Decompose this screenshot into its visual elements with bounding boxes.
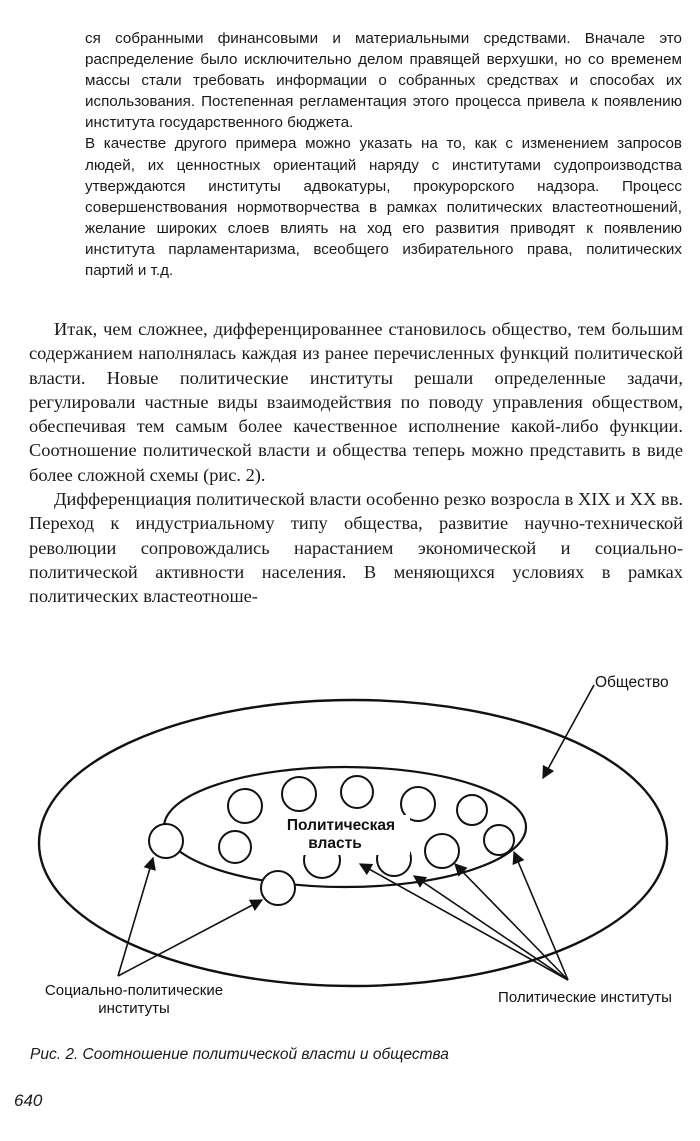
political-power-label: власть — [308, 835, 362, 852]
figure-diagram — [0, 660, 700, 1030]
example-paragraph: ся собранными финансовыми и материальными средствами. Вначале это распределение было исключительно делом правящей верхушки, но со временем массы стали требовать информации о собранных средствах и способах их использования. Постепенная регламентация этого процесса привела к появлению института государственного бюджета. — [85, 30, 682, 132]
arrow — [414, 876, 568, 980]
institute-circle — [484, 825, 514, 855]
body-paragraph: Итак, чем сложнее, дифференцированнее становилось общество, тем большим содержанием наполнялась каждая из ранее перечисленных функций политической власти. Новые политические институты решали определенные задачи, регулировали частные виды взаимодействия по поводу управления обществом, обеспечивая тем самым более качественное исполнение какой-либо функции. Соотношение политической власти и общества теперь можно представить в виде более сложной схемы (рис. 2). — [29, 319, 683, 485]
society-label: Общество — [595, 674, 669, 691]
arrow — [514, 852, 568, 980]
political-power-label: Политическая — [286, 817, 396, 834]
main-text — [29, 317, 683, 609]
body-paragraph: Дифференциация политической власти особенно резко возросла в XIX и XX вв. Переход к индустриальному типу общества, развитие научно-технической революции сопровождались нарастанием экономической и социально-политической активности населения. В меняющихся условиях в рамках политических властеотноше- — [29, 489, 683, 607]
page-number: 640 — [14, 1091, 43, 1110]
example-sidebar-text — [85, 28, 682, 281]
arrow — [455, 864, 568, 980]
institute-circle — [341, 776, 373, 808]
institute-circle — [228, 789, 262, 823]
institute-circle — [425, 834, 459, 868]
example-paragraph: В качестве другого примера можно указать на то, как с изменением запросов людей, их ценностных ориентаций наряду с институтами судопроизводства утверждаются институты адвокатуры, прокурорского надзора. Процесс совершенствования нормотворчества в рамках политических властеотношений, желание широких слоев влиять на ход его развития приводят к появлению института парламентаризма, всеобщего избирательного права, политических партий и т.д. — [85, 135, 682, 280]
institute-circle — [457, 795, 487, 825]
social-political-label: институты — [98, 1000, 170, 1017]
social-political-label: Социально-политические — [44, 982, 224, 999]
figure-caption: Рис. 2. Соотношение политической власти и общества — [30, 1046, 449, 1063]
social-institute-circle — [261, 871, 295, 905]
institute-circle — [282, 777, 316, 811]
institute-circle — [219, 831, 251, 863]
social-institute-circle — [149, 824, 183, 858]
arrow — [360, 864, 568, 980]
political-institutes-label: Политические институты — [498, 989, 672, 1006]
arrow — [118, 858, 153, 976]
